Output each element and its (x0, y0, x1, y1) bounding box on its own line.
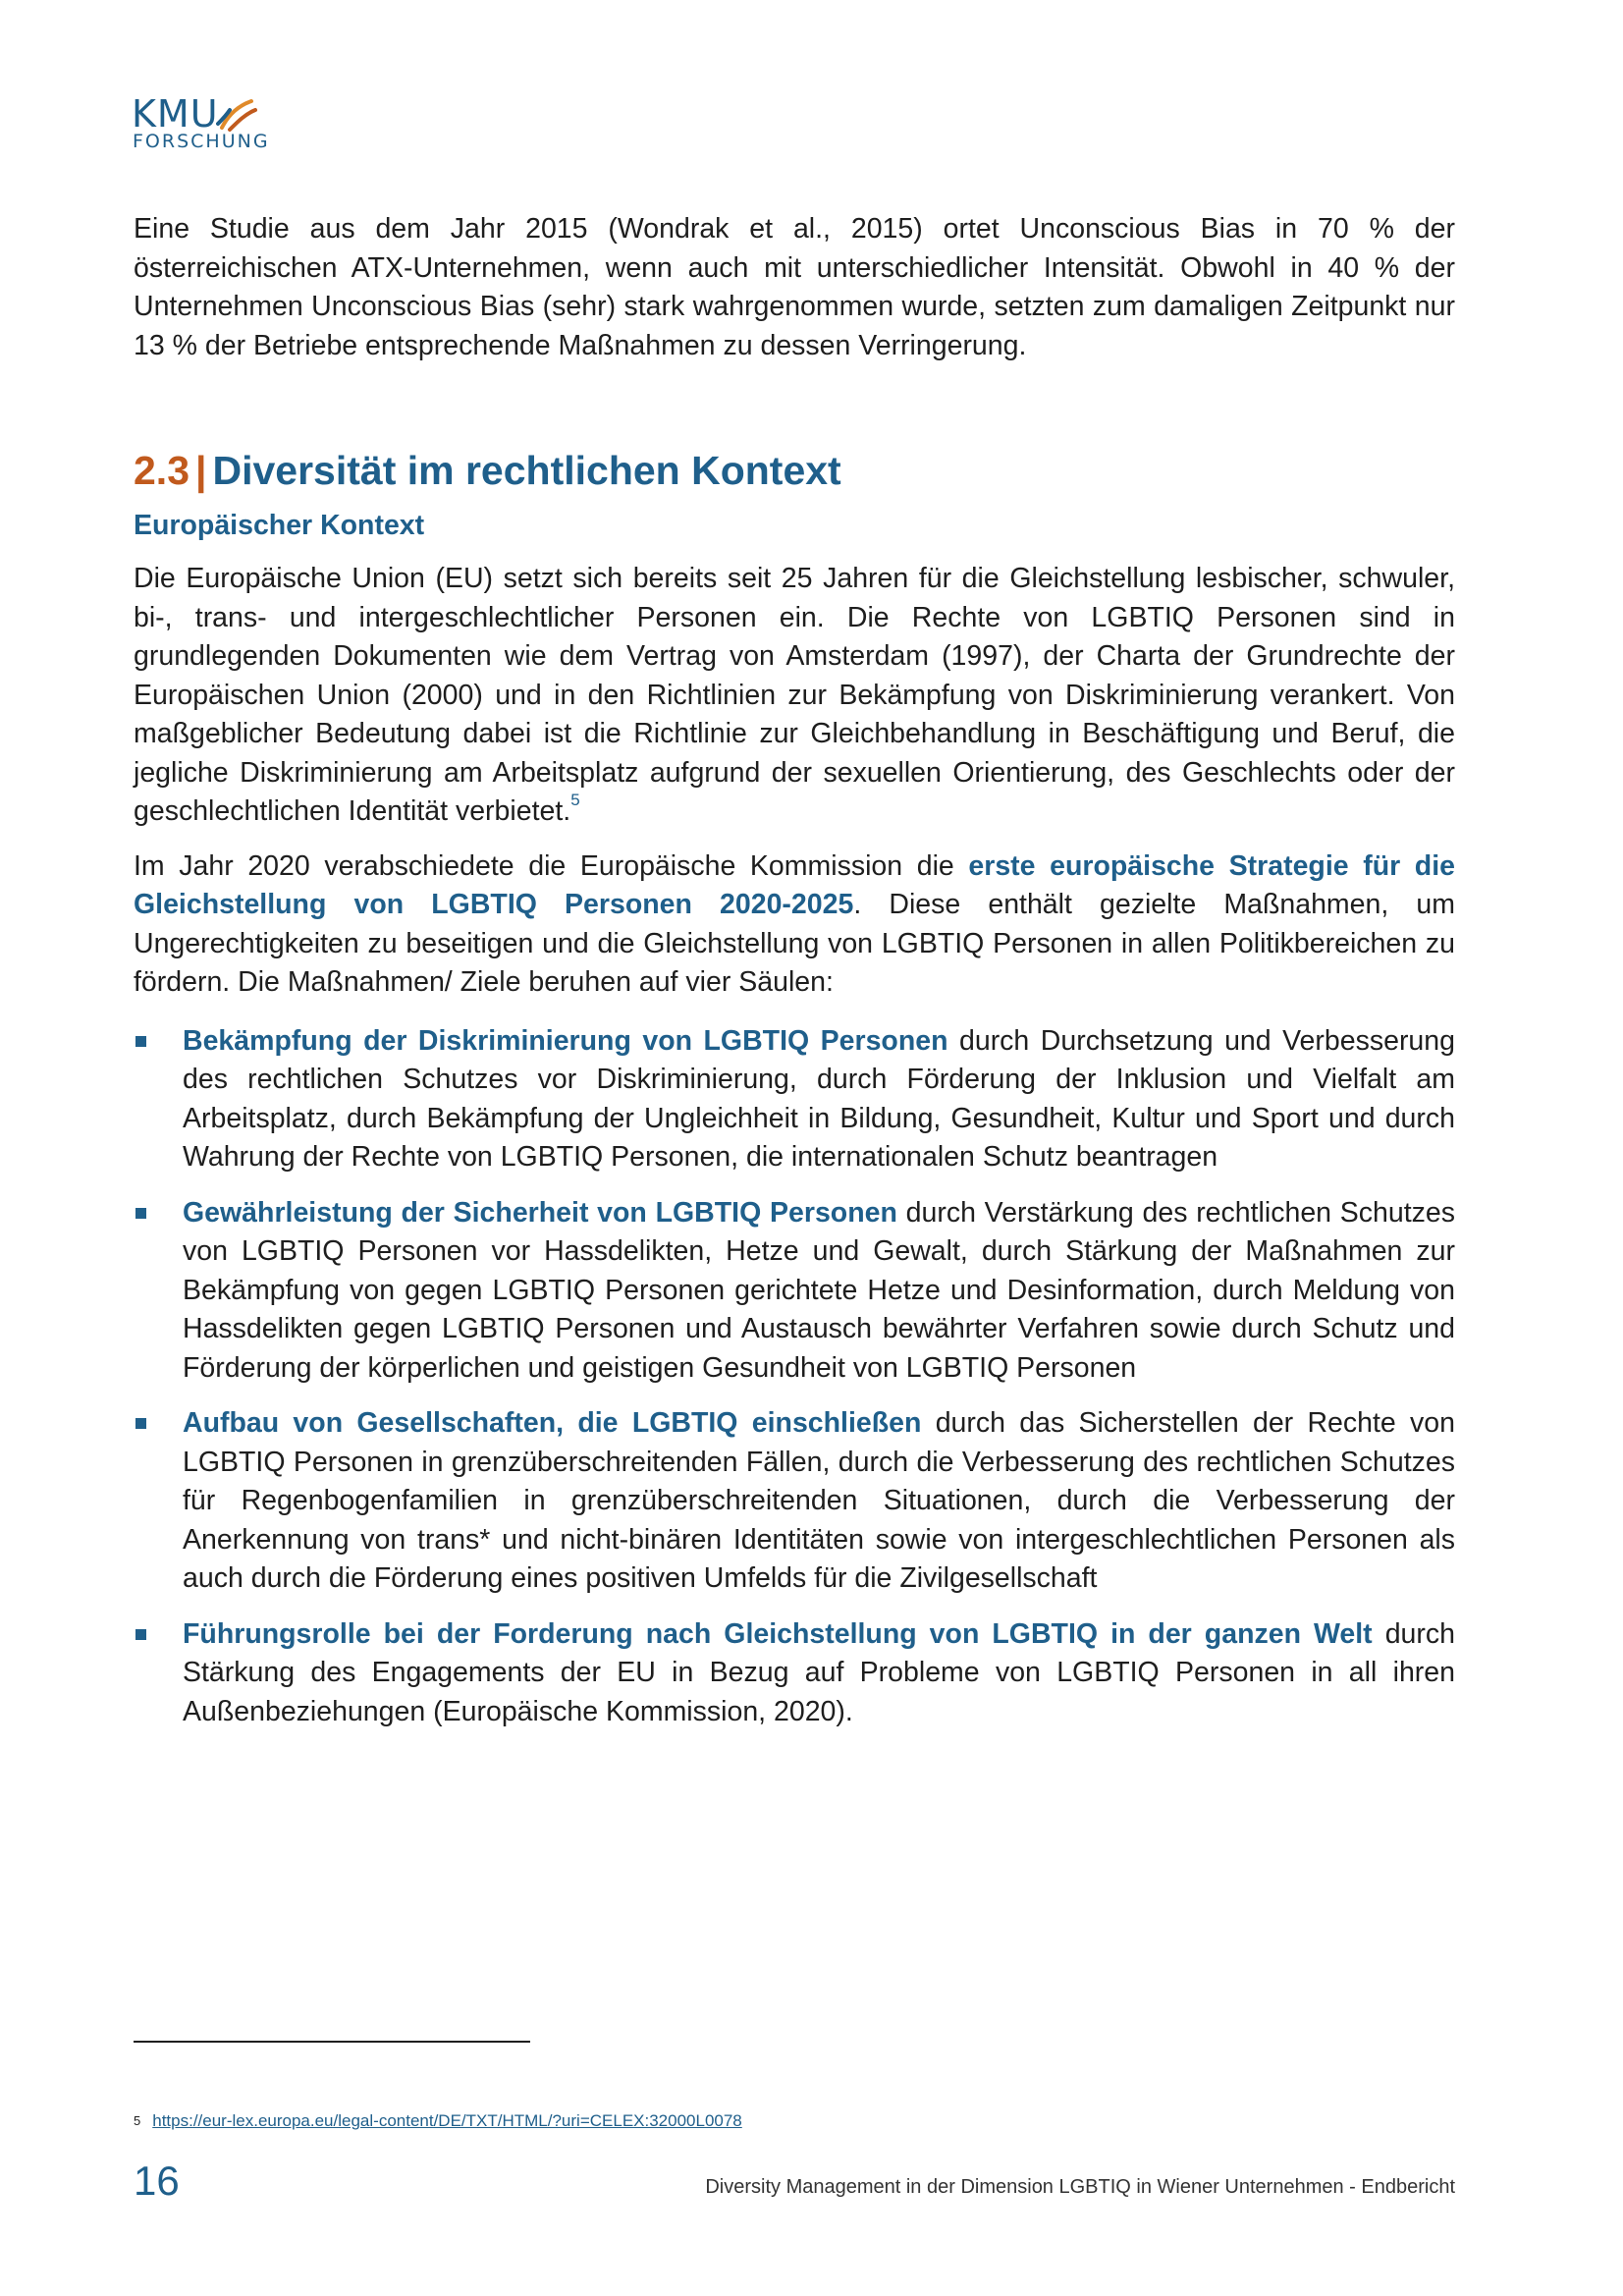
footnote-url-link[interactable]: https://eur-lex.europa.eu/legal-content/DE/TXT/HTML/?uri=CELEX:32000L0078 (152, 2111, 742, 2130)
section-separator: | (195, 448, 207, 493)
footer-title: Diversity Management in der Dimension LGBTIQ in Wiener Unternehmen - Endbericht (705, 2176, 1455, 2198)
page-number: 16 (134, 2158, 180, 2204)
intro-paragraph: Eine Studie aus dem Jahr 2015 (Wondrak et al., 2015) ortet Unconscious Bias in 70 % der österreichischen ATX-Unternehmen, wenn auch mit unterschiedlicher Intensität. Obwohl in 40 % der Unternehmen Unconscious Bias (sehr) stark wahrgenommen wurde, setzten zum damaligen Zeitpunkt nur 13 % der Betriebe entsprechende Maßnahmen zu dessen Verringerung. (134, 213, 1455, 361)
bullet-square-icon (135, 1629, 146, 1640)
footnote (134, 2110, 742, 2132)
strategy-link[interactable]: erste europäische Strategie für die Gleichstellung von LGBTIQ Personen 2020-2025 (134, 849, 1455, 920)
kmu-forschung-logo (132, 92, 270, 155)
section-number: 2.3 (134, 448, 189, 493)
list-item-highlight: Gewährleistung der Sicherheit von LGBTIQ Personen (183, 1196, 897, 1229)
section-heading (134, 445, 1455, 496)
footnote-divider (134, 2041, 530, 2043)
footnote-number: 5 (134, 2113, 141, 2128)
paragraph-strategy-after: . Diese enthält gezielte Maßnahmen, um Ungerechtigkeiten zu beseitigen und die Gleichstellung von LGBTIQ Personen in allen Politikbereichen zu fördern. Die Maßnahmen/ Ziele beruhen auf vier Säulen: (134, 889, 1455, 998)
list-item-highlight: Bekämpfung der Diskriminierung von LGBTIQ Personen (183, 1024, 948, 1057)
list-item (134, 1022, 1455, 1177)
list-item-highlight: Führungsrolle bei der Forderung nach Gleichstellung von LGBTIQ in der ganzen Welt (183, 1617, 1373, 1650)
section-title: Diversität im rechtlichen Kontext (212, 448, 841, 493)
list-item-text: durch Durchsetzung und Verbesserung des rechtlichen Schutzes vor Diskriminierung, durch Förderung der Inklusion und Vielfalt am Arbeitsplatz, durch Bekämpfung der Ungleichheit in Bildung, Gesundheit, Kultur und Sport und durch Wahrung der Rechte von LGBTIQ Personen, die internationalen Schutz beantragen (183, 1024, 1455, 1173)
list-item-text: durch Stärkung des Engagements der EU in Bezug auf Probleme von LGBTIQ Personen in all ihren Außenbeziehungen (Europäische Kommission, 2020). (183, 1617, 1455, 1727)
list-item (134, 1615, 1455, 1732)
bullet-square-icon (135, 1418, 146, 1429)
list-item-text: durch Verstärkung des rechtlichen Schutzes von LGBTIQ Personen vor Hassdelikten, Hetze und Gewalt, durch Stärkung der Maßnahmen zur Bekämpfung von gegen LGBTIQ Personen gerichtete Hetze und Desinformation, durch Meldung von Hassdelikten gegen LGBTIQ Personen und Austausch bewährter Verfahren sowie durch Schutz und Förderung der körperlichen und geistigen Gesundheit von LGBTIQ Personen (183, 1196, 1455, 1384)
paragraph-eu-rights-text: Die Europäische Union (EU) setzt sich bereits seit 25 Jahren für die Gleichstellung lesbischer, schwuler, bi-, trans- und intergeschlechtlicher Personen ein. Die Rechte von LGBTIQ Personen sind in grundlegenden Dokumenten wie dem Vertrag von Amsterdam (1997), der Charta der Grundrechte der Europäischen Union (2000) und in den Richtlinien zur Bekämpfung von Diskriminierung verankert. Von maßgeblicher Bedeutung dabei ist die Richtlinie zur Gleichbehandlung in Beschäftigung und Beruf, die jegliche Diskriminierung am Arbeitsplatz aufgrund der sexuellen Orientierung, des Geschlechts oder der geschlechtlichen Identität verbietet. (134, 563, 1455, 827)
paragraph-strategy (134, 847, 1455, 1003)
list-item (134, 1194, 1455, 1389)
list-item-text: durch das Sicherstellen der Rechte von LGBTIQ Personen in grenzüberschreitenden Fällen, durch die Verbesserung des rechtlichen Schutzes für Regenbogenfamilien in grenzüberschreitenden Situationen, durch die Verbesserung der Anerkennung von trans* und nicht-binären Identitäten sowie von intergeschlechtlichen Personen als auch durch die Förderung eines positiven Umfelds für die Zivilgesellschaft (183, 1407, 1455, 1594)
list-item (134, 1404, 1455, 1599)
bullet-square-icon (135, 1036, 146, 1047)
paragraph-strategy-before: Im Jahr 2020 verabschiedete die Europäische Kommission die (134, 849, 969, 882)
page-content (134, 210, 1455, 1748)
paragraph-eu-rights (134, 560, 1455, 832)
leaf-icon (216, 98, 259, 132)
footnote-reference[interactable]: 5 (570, 791, 580, 809)
list-item-highlight: Aufbau von Gesellschaften, die LGBTIQ einschließen (183, 1407, 922, 1439)
bullet-square-icon (135, 1208, 146, 1219)
pillars-list (134, 1022, 1455, 1732)
logo-kmu-text: KMU (132, 92, 219, 136)
logo-forschung-text: FORSCHUNG (133, 131, 270, 152)
subheading-european-context: Europäischer Kontext (134, 510, 425, 541)
